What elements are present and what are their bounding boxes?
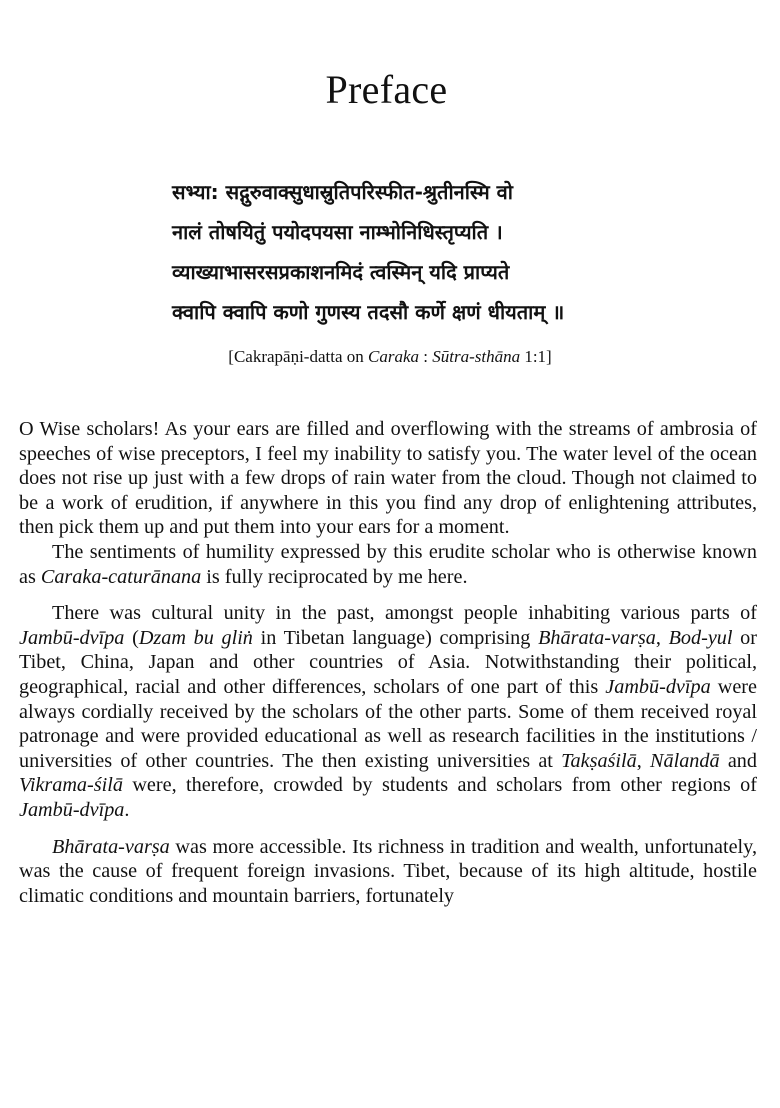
- italic-term: Vikrama-śilā: [19, 774, 123, 797]
- citation-section: Sūtra-sthāna: [432, 347, 521, 366]
- text-run: and: [719, 749, 757, 772]
- italic-term: Jambū-dvīpa: [19, 798, 125, 821]
- paragraph-4: [19, 835, 757, 909]
- italic-term: Jambū-dvīpa: [19, 626, 125, 649]
- page-title: Preface: [325, 67, 448, 112]
- verse-line-2: नालं तोषयितुं पयोदपयसा नाम्भोनिधिस्तृप्यति ।: [172, 220, 503, 244]
- italic-term: Caraka-caturānana: [40, 565, 202, 588]
- text-run: The sentiments of humility expressed by this erudite scholar who is otherwise known as: [19, 540, 757, 588]
- italic-term: Nālandā: [650, 749, 720, 772]
- italic-term: Jambū-dvīpa: [605, 675, 711, 698]
- citation-work: Caraka: [368, 347, 419, 366]
- text-run: O Wise scholars! As your ears are filled and overflowing with the streams of ambrosia of speeches of wise preceptors, I feel my inability to satisfy you. The water level of the ocean does not rise up just with a few drops of rain water from the cloud. Though not claimed to be a work of erudition, if anywhere in this you find any drop of enlightening attributes, then pick them up and put them into your ears for a moment.: [19, 418, 757, 539]
- paragraph-3: [19, 601, 757, 822]
- text-run: .: [124, 798, 130, 821]
- text-run: ,: [655, 626, 669, 649]
- sanskrit-verse: [172, 172, 642, 332]
- verse-line-3: व्याख्याभासरसप्रकाशनमिदं त्वस्मिन् यदि प्राप्यते: [172, 260, 510, 284]
- paragraph-1: [19, 417, 757, 540]
- text-run: in Tibetan language) comprising: [252, 626, 539, 649]
- text-run: or Tibet, China, Japan and other countries of Asia. Notwithstanding their political, geographical, racial and other differences, scholars of one part of this: [19, 626, 757, 698]
- text-run: were always cordially received by the scholars of the other parts. Some of them received royal patronage and were provided educational as well as research facilities in the institutions / universities of other countries. The then existing universities at: [19, 675, 757, 772]
- preface-body: [19, 417, 757, 908]
- citation-separator: :: [419, 347, 433, 366]
- italic-term: Takṣaśilā: [561, 749, 637, 772]
- italic-term: Bhārata-varṣa: [538, 626, 656, 649]
- text-run: (: [124, 626, 139, 649]
- citation-open: [Cakrapāṇi-datta on: [228, 347, 368, 366]
- text-run: was more accessible. Its richness in tradition and wealth, unfortunately, was the cause of frequent foreign invasions. Tibet, because of its high altitude, hostile climatic conditions and mountain barriers, fortunately: [19, 835, 757, 907]
- italic-term: Dzam bu gliṅ: [138, 626, 253, 649]
- text-run: There was cultural unity in the past, amongst people inhabiting various parts of: [52, 602, 757, 625]
- citation-ref: 1:1]: [520, 347, 552, 366]
- text-run: were, therefore, crowded by students and scholars from other regions of: [122, 774, 757, 797]
- text-run: ,: [636, 749, 651, 772]
- paragraph-2: [19, 540, 757, 589]
- verse-line-4: क्वापि क्वापि कणो गुणस्य तदसौ कर्णे क्षणं धीयताम् ॥: [172, 300, 565, 324]
- verse-citation: [0, 345, 780, 369]
- italic-term: Bod-yul: [668, 626, 733, 649]
- verse-line-1: सभ्या: सद्गुरुवाक्सुधास्रुतिपरिस्फीत-श्रुतीनस्मि वो: [172, 180, 513, 204]
- italic-term: Bhārata-varṣa: [52, 835, 170, 858]
- text-run: is fully reciprocated by me here.: [201, 565, 468, 588]
